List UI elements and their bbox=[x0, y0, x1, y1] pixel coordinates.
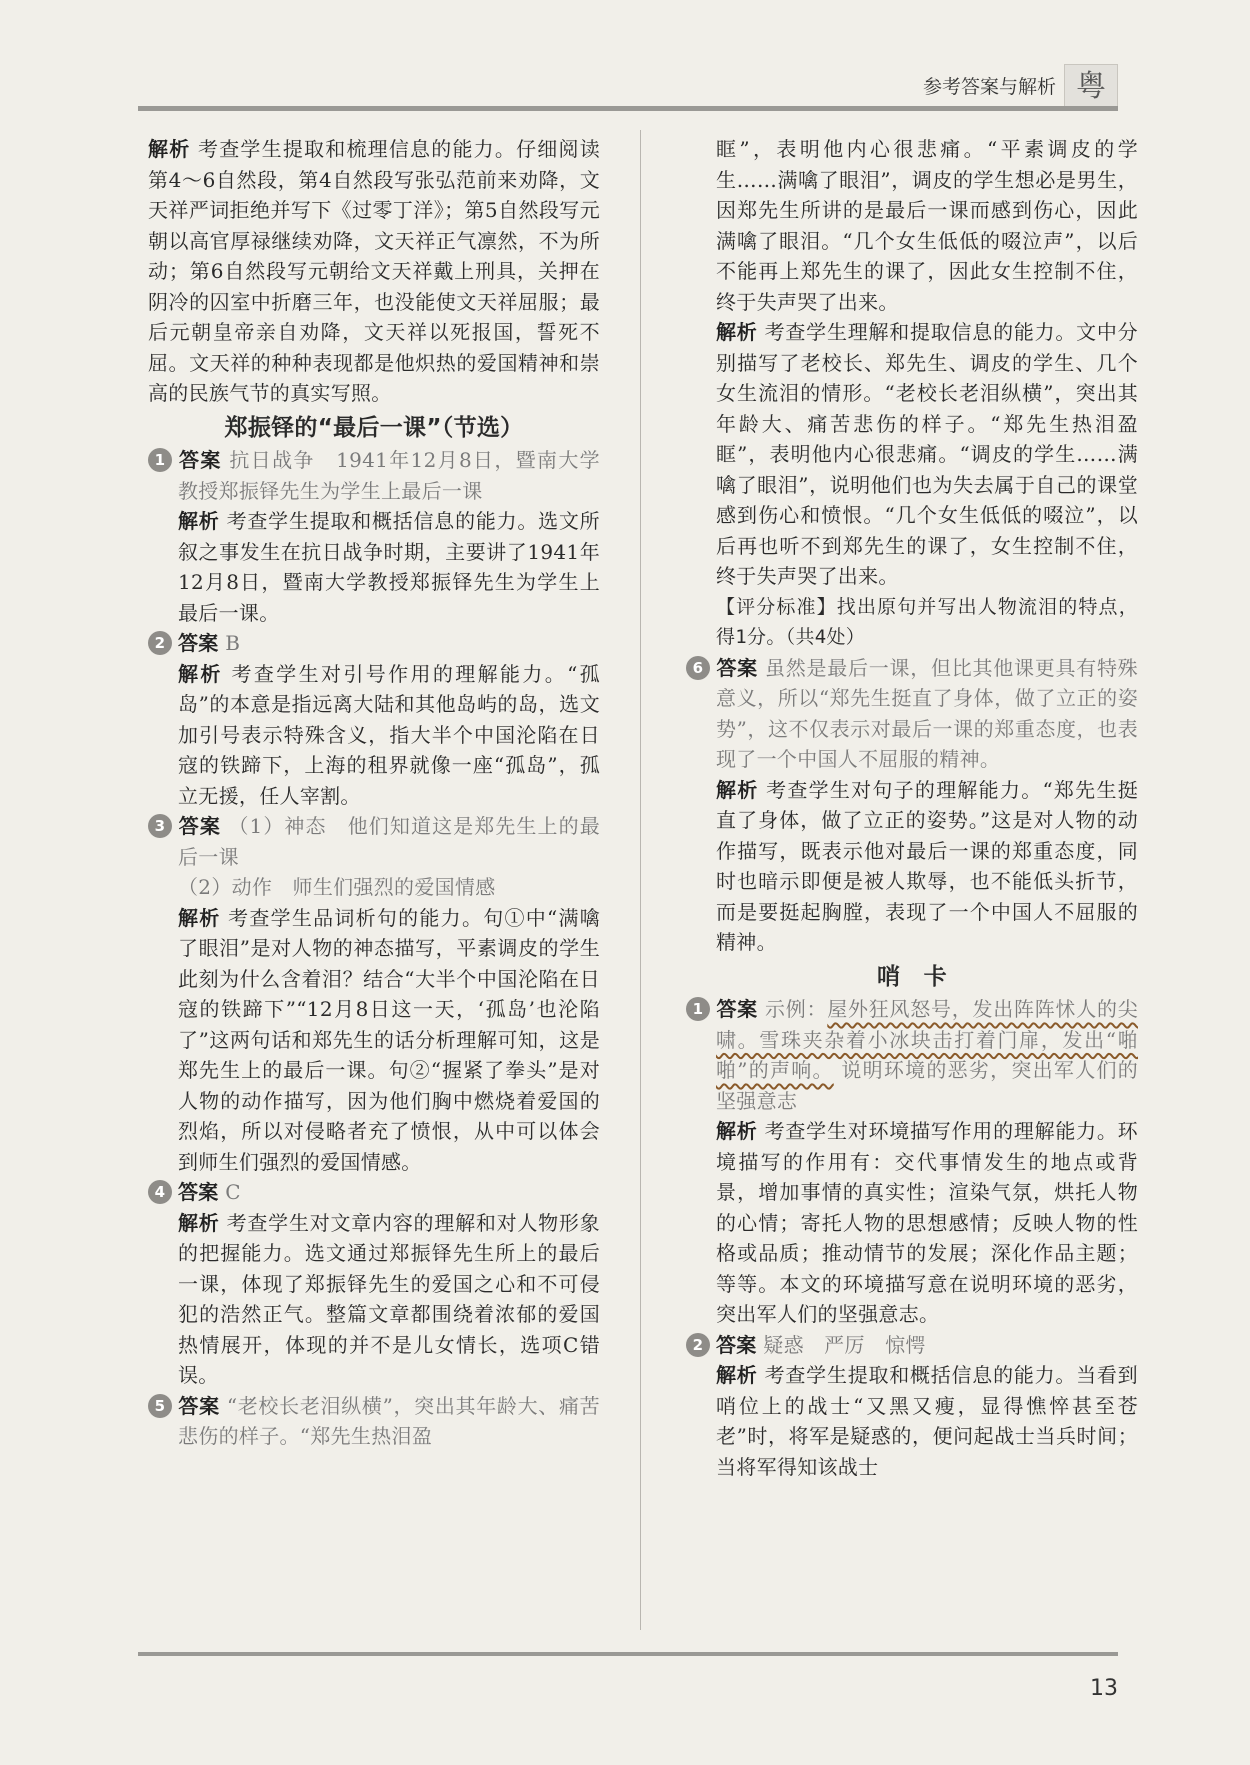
question-number: 4 bbox=[148, 1180, 172, 1204]
answer-text: C bbox=[225, 1180, 241, 1204]
explanation-label: 解析 bbox=[716, 1363, 758, 1387]
answer-text: “老校长老泪纵横”，突出其年龄大、痛苦悲伤的样子。“郑先生热泪盈 bbox=[178, 1393, 600, 1448]
question-number: 5 bbox=[148, 1394, 172, 1418]
shaoka-question-1 bbox=[686, 994, 1138, 1330]
question-number: 2 bbox=[686, 1333, 710, 1357]
right-column bbox=[686, 134, 1138, 1482]
answer-label: 答案 bbox=[178, 814, 221, 838]
explanation-label: 解析 bbox=[716, 320, 758, 344]
answer-text: 抗日战争 1941年12月8日，暨南大学教授郑振铎先生为学生上最后一课 bbox=[178, 448, 600, 503]
answer-continuation: 眶”，表明他内心很悲痛。“平素调皮的学生……满噙了眼泪”，调皮的学生想必是男生，因郑先生所讲的是最后一课而感到伤心，因此满噙了眼泪。“几个女生低低的啜泣声”，以后不能再上郑先生的课了，因此女生控制不住，终于失声哭了出来。 bbox=[716, 137, 1138, 314]
page-number: 13 bbox=[1090, 1676, 1118, 1701]
explanation-label: 解析 bbox=[178, 1210, 220, 1235]
shaoka-question-2 bbox=[686, 1330, 1138, 1483]
question-number: 1 bbox=[686, 997, 710, 1021]
question-3 bbox=[148, 811, 600, 1177]
question-2 bbox=[148, 628, 600, 811]
question-6 bbox=[686, 653, 1138, 958]
explanation-text: 考查学生对句子的理解能力。“郑先生挺直了身体，做了立正的姿势。”这是对人物的动作描写，既表示他对最后一课的郑重态度，同时也暗示即便是被人欺辱，也不能低头折节，而是要挺起胸膛，表现了一个中国人不屈服的精神。 bbox=[716, 777, 1138, 954]
answer-label: 答案 bbox=[178, 631, 219, 655]
explanation-label: 解析 bbox=[716, 777, 759, 802]
section-title-zheng: 郑振铎的“最后一课”（节选） bbox=[224, 414, 524, 441]
answer-text-1: （1）神态 他们知道这是郑先生上的最后一课 bbox=[178, 814, 600, 869]
question-number: 1 bbox=[148, 448, 172, 472]
explanation-label: 解析 bbox=[148, 137, 191, 161]
question-number: 3 bbox=[148, 814, 172, 838]
answer-label: 答案 bbox=[716, 997, 758, 1021]
wavy-underlined-quote: 屋外狂风怒号，发出阵阵怵人的尖啸。雪珠夹杂着小冰块击打着门扉，发出“啪啪”的声响。 bbox=[716, 997, 1138, 1082]
question-5-continued bbox=[686, 134, 1138, 653]
column-divider bbox=[640, 130, 641, 1630]
scoring-criteria: 【评分标准】找出原句并写出人物流泪的特点，得1分。（共4处） bbox=[716, 595, 1138, 648]
answer-label: 答案 bbox=[716, 655, 758, 680]
explanation-text: 考查学生对引号作用的理解能力。“孤岛”的本意是指远离大陆和其他岛屿的岛，选文加引号表示特殊含义，指大半个中国沦陷在日寇的铁蹄下，上海的租界就像一座“孤岛”，孤立无援，任人宰割。 bbox=[178, 661, 600, 808]
explanation-label: 解析 bbox=[178, 509, 220, 533]
footer-rule bbox=[138, 1652, 1118, 1656]
question-number: 2 bbox=[148, 631, 172, 655]
page-header bbox=[138, 64, 1118, 110]
explanation-label: 解析 bbox=[716, 1119, 758, 1143]
left-column bbox=[148, 134, 600, 1452]
intro-explanation bbox=[148, 134, 600, 409]
explanation-text: 考查学生对环境描写作用的理解能力。环境描写的作用有：交代事情发生的地点或背景，增加事情的真实性；渲染气氛，烘托人物的心情；寄托人物的思想感情；反映人物的性格或品质；推动情节的发展；深化作品主题；等等。本文的环境描写意在说明环境的恶劣，突出军人们的坚强意志。 bbox=[716, 1119, 1138, 1326]
answer-label: 答案 bbox=[178, 448, 222, 472]
header-badge: 粤 bbox=[1064, 64, 1118, 110]
answer-label: 答案 bbox=[716, 1332, 757, 1357]
explanation-label: 解析 bbox=[178, 905, 221, 930]
question-4 bbox=[148, 1177, 600, 1391]
header-title: 参考答案与解析 bbox=[922, 76, 1056, 98]
explanation-label: 解析 bbox=[178, 661, 223, 686]
answer-text-2: （2）动作 师生们强烈的爱国情感 bbox=[178, 875, 496, 899]
explanation-text: 考查学生品词析句的能力。句①中“满噙了眼泪”是对人物的神态描写，平素调皮的学生此刻为什么含着泪？结合“大半个中国沦陷在日寇的铁蹄下”“12月8日这一天，‘孤岛’也沦陷了”这两句话和郑先生的话分析理解可知，这是郑先生上的最后一课。句②“握紧了拳头”是对人物的动作描写，因为他们胸中燃烧着爱国的烈焰，所以对侵略者充了愤恨，从中可以体会到师生们强烈的爱国情感。 bbox=[178, 905, 600, 1174]
answer-text: 虽然是最后一课，但比其他课更具有特殊意义，所以“郑先生挺直了身体，做了立正的姿势”，这不仅表示对最后一课的郑重态度，也表现了一个中国人不屈服的精神。 bbox=[716, 655, 1138, 771]
answer-text: B bbox=[225, 631, 241, 655]
explanation-text: 考查学生对文章内容的理解和对人物形象的把握能力。选文通过郑振铎先生所上的最后一课，体现了郑振铎先生的爱国之心和不可侵犯的浩然正气。整篇文章都围绕着浓郁的爱国热情展开，体现的并不是儿女情长，选项C错误。 bbox=[178, 1210, 600, 1387]
explanation-text: 考查学生提取和概括信息的能力。当看到哨位上的战士“又黑又瘦，显得憔悴甚至苍老”时，将军是疑惑的，便问起战士当兵时间；当将军得知该战士 bbox=[716, 1363, 1138, 1479]
answer-text: 说明环境的恶劣，突出军人们的坚强意志 bbox=[716, 1058, 1139, 1113]
question-5 bbox=[148, 1391, 600, 1452]
example-prefix: 示例： bbox=[765, 997, 828, 1021]
question-1 bbox=[148, 445, 600, 628]
answer-text: 疑惑 严厉 惊愕 bbox=[763, 1332, 926, 1357]
explanation-text: 考查学生提取和梳理信息的能力。仔细阅读第4～6自然段，第4自然段写张弘范前来劝降，文天祥严词拒绝并写下《过零丁洋》；第5自然段写元朝以高官厚禄继续劝降，文天祥正气凛然，不为所动；第6自然段写元朝给文天祥戴上刑具，关押在阴冷的囚室中折磨三年，也没能使文天祥屈服；最后元朝皇帝亲自劝降，文天祥以死报国，誓死不屈。文天祥的种种表现都是他炽热的爱国精神和崇高的民族气节的真实写照。 bbox=[148, 137, 600, 405]
question-number: 6 bbox=[686, 656, 710, 680]
answer-label: 答案 bbox=[178, 1393, 220, 1418]
answer-label: 答案 bbox=[178, 1180, 219, 1204]
header-rule bbox=[138, 106, 1118, 111]
explanation-text: 考查学生提取和概括信息的能力。选文所叙之事发生在抗日战争时期，主要讲了1941年12月8日，暨南大学教授郑振铎先生为学生上最后一课。 bbox=[178, 509, 600, 625]
section-title-shaoka: 哨 卡 bbox=[877, 963, 947, 990]
explanation-text: 考查学生理解和提取信息的能力。文中分别描写了老校长、郑先生、调皮的学生、几个女生流泪的情形。“老校长老泪纵横”，突出其年龄大、痛苦悲伤的样子。“郑先生热泪盈眶”，表明他内心很悲痛。“调皮的学生……满噙了眼泪”，说明他们也为失去属于自己的课堂感到伤心和愤恨。“几个女生低低的啜泣”，以后再也听不到郑先生的课了，女生控制不住，终于失声哭了出来。 bbox=[716, 320, 1138, 588]
